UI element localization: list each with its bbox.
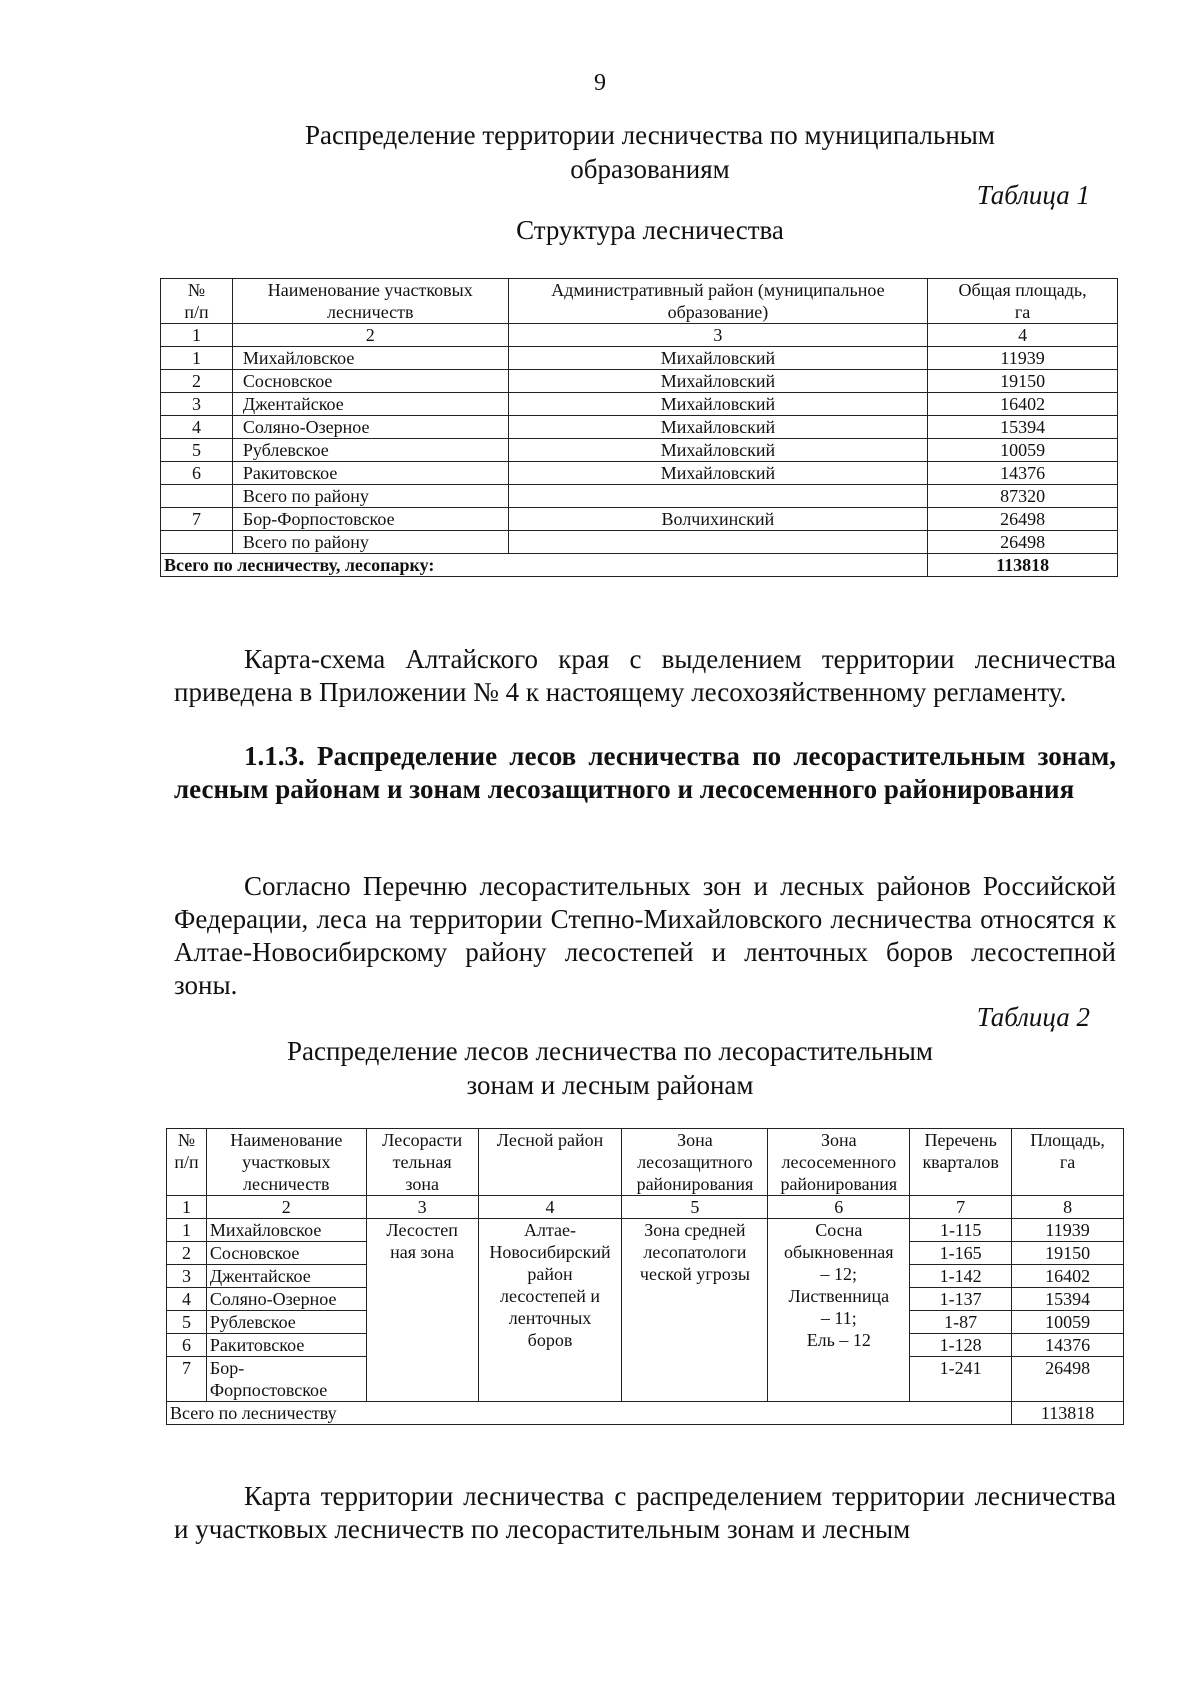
- row-number: 5: [167, 1311, 207, 1334]
- row-number: [161, 485, 233, 508]
- column-number: 8: [1012, 1196, 1124, 1219]
- area-value: 26498: [1012, 1357, 1124, 1402]
- forestry-name: Михайловское: [206, 1219, 366, 1242]
- forestry-name: Соляно-Озерное: [206, 1288, 366, 1311]
- quarters-range: 1-115: [910, 1219, 1012, 1242]
- row-number: 1: [161, 347, 233, 370]
- forestry-name: Сосновское: [206, 1242, 366, 1265]
- district-name: [508, 485, 928, 508]
- column-header: Административный район (муниципальное образование): [508, 279, 928, 324]
- area-value: 26498: [928, 531, 1118, 554]
- district-name: Михайловский: [508, 393, 928, 416]
- column-number: 2: [232, 324, 508, 347]
- area-value: 16402: [1012, 1265, 1124, 1288]
- column-header: № п/п: [161, 279, 233, 324]
- area-value: 15394: [928, 416, 1118, 439]
- paragraph-text: Карта территории лесничества с распределением территории лесничества и участковых лесничеств по лесорастительным зонам и лесным: [174, 1481, 1116, 1544]
- map-distribution-paragraph: [174, 1480, 1116, 1546]
- forest-zones-table: [166, 1128, 1124, 1425]
- column-number: 3: [366, 1196, 478, 1219]
- heading-line: Распределение лесов лесничества по лесорастительным: [287, 1036, 933, 1066]
- area-value: 87320: [928, 485, 1118, 508]
- district-name: Михайловский: [508, 439, 928, 462]
- page-number: 9: [594, 70, 606, 96]
- area-value: 19150: [928, 370, 1118, 393]
- area-value: 14376: [1012, 1334, 1124, 1357]
- quarters-range: 1-137: [910, 1288, 1012, 1311]
- row-number: 2: [167, 1242, 207, 1265]
- column-number: 2: [206, 1196, 366, 1219]
- forestry-name: Бор-Форпостовское: [232, 508, 508, 531]
- column-header: Общая площадь, га: [928, 279, 1118, 324]
- column-number-row: [167, 1196, 1124, 1219]
- heading-line: зонам и лесным районам: [466, 1070, 754, 1100]
- forestry-name: Всего по району: [232, 531, 508, 554]
- forest-seed-zone: Сосна обыкновенная – 12; Лиственница – 11; Ель – 12: [768, 1219, 910, 1402]
- forestry-name: Всего по району: [232, 485, 508, 508]
- area-value: 10059: [928, 439, 1118, 462]
- forest-district: Алтае- Новосибирский район лесостепей и ленточных боров: [478, 1219, 622, 1402]
- column-header: Наименование участковых лесничеств: [232, 279, 508, 324]
- table-header-row: [167, 1129, 1124, 1196]
- paragraph-text: Карта-схема Алтайского края с выделением территории лесничества приведена в Приложении № 4 к настоящему лесохозяйственному регламенту.: [174, 644, 1116, 707]
- quarters-range: 1-142: [910, 1265, 1012, 1288]
- forestry-name: Ракитовское: [232, 462, 508, 485]
- total-row: [161, 554, 1118, 577]
- map-reference-paragraph: [174, 643, 1116, 709]
- table-header-row: [161, 279, 1118, 324]
- forestry-name: Сосновское: [232, 370, 508, 393]
- area-value: 26498: [928, 508, 1118, 531]
- column-header: Перечень кварталов: [910, 1129, 1012, 1196]
- forestry-name: Соляно-Озерное: [232, 416, 508, 439]
- district-name: Михайловский: [508, 416, 928, 439]
- forestry-name: Михайловское: [232, 347, 508, 370]
- column-number: 4: [928, 324, 1118, 347]
- table-row: [161, 439, 1118, 462]
- forestry-name: Джентайское: [232, 393, 508, 416]
- row-number: 4: [161, 416, 233, 439]
- column-number: 4: [478, 1196, 622, 1219]
- column-number: 3: [508, 324, 928, 347]
- area-value: 19150: [1012, 1242, 1124, 1265]
- area-value: 11939: [928, 347, 1118, 370]
- column-number: 6: [768, 1196, 910, 1219]
- district-name: Михайловский: [508, 347, 928, 370]
- table1-title: Структура лесничества: [516, 215, 784, 245]
- column-number: 1: [161, 324, 233, 347]
- total-value: 113818: [928, 554, 1118, 577]
- table1-caption: Таблица 1: [976, 180, 1090, 210]
- forest-vegetation-zone: Лесостеп ная зона: [366, 1219, 478, 1402]
- forestry-name: Джентайское: [206, 1265, 366, 1288]
- table-row: [161, 508, 1118, 531]
- table-row: [161, 393, 1118, 416]
- row-number: 7: [167, 1357, 207, 1402]
- table2-heading: [260, 1034, 960, 1102]
- total-label: Всего по лесничеству: [167, 1402, 1012, 1425]
- table-row: [161, 370, 1118, 393]
- district-name: [508, 531, 928, 554]
- row-number: 5: [161, 439, 233, 462]
- column-number: 5: [622, 1196, 768, 1219]
- column-header: Зона лесосеменного районирования: [768, 1129, 910, 1196]
- table-row: [161, 347, 1118, 370]
- total-row: [167, 1402, 1124, 1425]
- quarters-range: 1-87: [910, 1311, 1012, 1334]
- column-header: Наименование участковых лесничеств: [206, 1129, 366, 1196]
- row-number: 3: [167, 1265, 207, 1288]
- forestry-name: Рублевское: [232, 439, 508, 462]
- area-value: 11939: [1012, 1219, 1124, 1242]
- row-number: 2: [161, 370, 233, 393]
- district-name: Михайловский: [508, 462, 928, 485]
- column-header: Лесорасти тельная зона: [366, 1129, 478, 1196]
- heading-line: образованиям: [570, 154, 730, 184]
- forestry-name: Бор- Форпостовское: [206, 1357, 366, 1402]
- column-header: № п/п: [167, 1129, 207, 1196]
- section-heading: [174, 740, 1116, 806]
- table-row: [161, 485, 1118, 508]
- row-number: 6: [167, 1334, 207, 1357]
- area-value: 10059: [1012, 1311, 1124, 1334]
- forestry-name: Ракитовское: [206, 1334, 366, 1357]
- row-number: 4: [167, 1288, 207, 1311]
- district-name: Михайловский: [508, 370, 928, 393]
- table-row: [161, 531, 1118, 554]
- forest-zones-paragraph: [174, 870, 1116, 1002]
- column-header: Лесной район: [478, 1129, 622, 1196]
- total-label: Всего по лесничеству, лесопарку:: [161, 554, 928, 577]
- table-row: [161, 416, 1118, 439]
- table2-caption: Таблица 2: [976, 1002, 1090, 1032]
- row-number: 6: [161, 462, 233, 485]
- area-value: 14376: [928, 462, 1118, 485]
- heading-municipal-distribution: [260, 118, 1040, 186]
- forest-protection-zone: Зона средней лесопатологи ческой угрозы: [622, 1219, 768, 1402]
- district-name: Волчихинский: [508, 508, 928, 531]
- table-row: [167, 1219, 1124, 1242]
- area-value: 15394: [1012, 1288, 1124, 1311]
- column-number: 1: [167, 1196, 207, 1219]
- paragraph-text: Согласно Перечню лесорастительных зон и лесных районов Российской Федерации, леса на территории Степно-Михайловского лесничества относятся к Алтае-Новосибирскому району лесостепей и ленточных боров лесостепной зоны.: [174, 871, 1116, 1000]
- quarters-range: 1-241: [910, 1357, 1012, 1402]
- forestry-structure-table: [160, 278, 1118, 577]
- row-number: 1: [167, 1219, 207, 1242]
- total-value: 113818: [1012, 1402, 1124, 1425]
- row-number: 7: [161, 508, 233, 531]
- column-header: Площадь, га: [1012, 1129, 1124, 1196]
- quarters-range: 1-165: [910, 1242, 1012, 1265]
- column-number-row: [161, 324, 1118, 347]
- row-number: 3: [161, 393, 233, 416]
- row-number: [161, 531, 233, 554]
- column-number: 7: [910, 1196, 1012, 1219]
- forestry-name: Рублевское: [206, 1311, 366, 1334]
- table-row: [161, 462, 1118, 485]
- area-value: 16402: [928, 393, 1118, 416]
- quarters-range: 1-128: [910, 1334, 1012, 1357]
- heading-line: Распределение территории лесничества по муниципальным: [304, 120, 996, 150]
- section-heading-text: 1.1.3. Распределение лесов лесничества по лесорастительным зонам, лесным районам и зонам лесозащитного и лесосеменного районирования: [174, 741, 1116, 804]
- column-header: Зона лесозащитного районирования: [622, 1129, 768, 1196]
